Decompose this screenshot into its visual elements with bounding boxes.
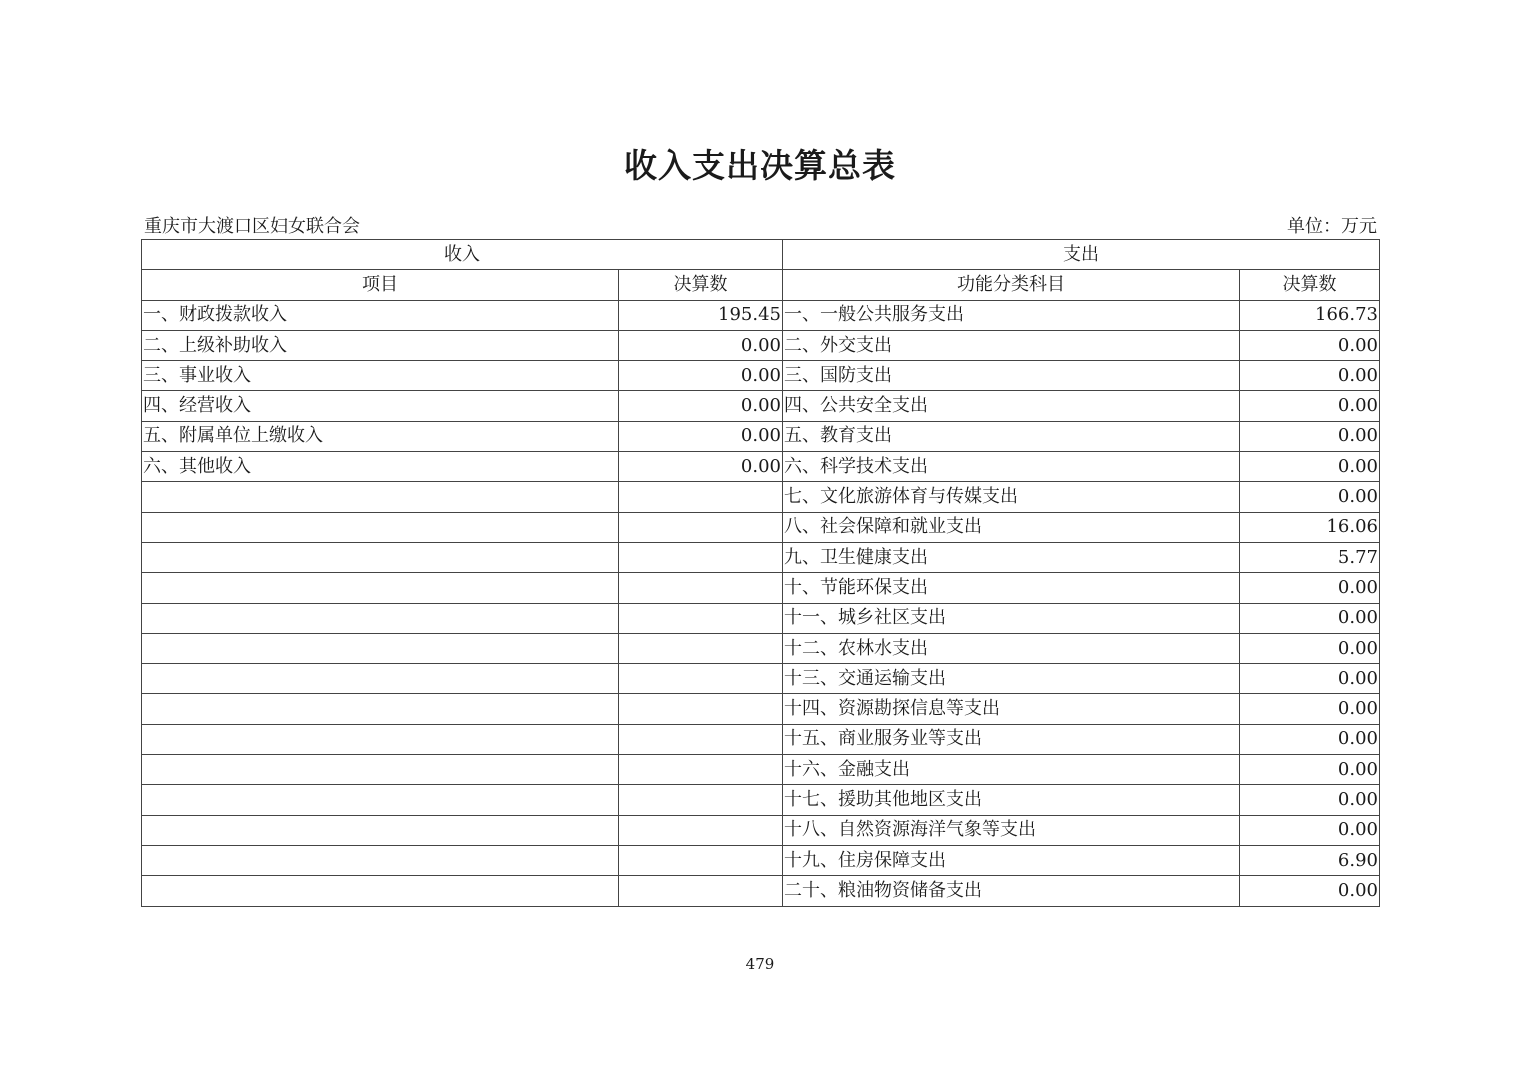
- expense-amount-cell: 0.00: [1240, 876, 1380, 906]
- expense-item-cell: 六、科学技术支出: [783, 452, 1240, 482]
- expense-item-cell: 九、卫生健康支出: [783, 542, 1240, 572]
- table-row: [142, 603, 1380, 633]
- income-item-cell: [142, 482, 619, 512]
- expense-item-cell: 十六、金融支出: [783, 755, 1240, 785]
- expense-group-header: 支出: [783, 240, 1380, 270]
- income-item-cell: 二、上级补助收入: [142, 330, 619, 360]
- expense-amount-cell: 0.00: [1240, 694, 1380, 724]
- income-amount-cell: [619, 633, 783, 663]
- expense-amount-cell: 0.00: [1240, 664, 1380, 694]
- expense-item-cell: 十七、援助其他地区支出: [783, 785, 1240, 815]
- expense-amount-cell: 0.00: [1240, 573, 1380, 603]
- expense-item-cell: 五、教育支出: [783, 421, 1240, 451]
- income-amount-cell: [619, 755, 783, 785]
- expense-item-cell: 三、国防支出: [783, 361, 1240, 391]
- income-item-cell: [142, 845, 619, 875]
- income-item-cell: [142, 755, 619, 785]
- table-row: [142, 815, 1380, 845]
- income-amount-cell: [619, 876, 783, 906]
- income-item-cell: 三、事业收入: [142, 361, 619, 391]
- table-row: [142, 664, 1380, 694]
- unit-label: 单位：万元: [1287, 216, 1377, 237]
- table-row: [142, 421, 1380, 451]
- expense-item-cell: 一、一般公共服务支出: [783, 300, 1240, 330]
- income-amount-cell: [619, 542, 783, 572]
- expense-amount-cell: 0.00: [1240, 724, 1380, 754]
- expense-amount-cell: 5.77: [1240, 542, 1380, 572]
- table-header-row-groups: [142, 240, 1380, 270]
- table-row: [142, 512, 1380, 542]
- income-item-cell: 五、附属单位上缴收入: [142, 421, 619, 451]
- income-item-cell: [142, 694, 619, 724]
- income-item-cell: [142, 603, 619, 633]
- expense-item-cell: 四、公共安全支出: [783, 391, 1240, 421]
- income-item-cell: [142, 815, 619, 845]
- income-amount-cell: [619, 724, 783, 754]
- income-group-header: 收入: [142, 240, 783, 270]
- table-row: [142, 724, 1380, 754]
- expense-item-cell: 七、文化旅游体育与传媒支出: [783, 482, 1240, 512]
- income-amount-cell: [619, 694, 783, 724]
- function-category-column-header: 功能分类科目: [783, 270, 1240, 300]
- table-row: [142, 633, 1380, 663]
- income-amount-cell: [619, 785, 783, 815]
- table-row: [142, 876, 1380, 906]
- income-item-cell: [142, 542, 619, 572]
- income-amount-cell: [619, 664, 783, 694]
- income-amount-cell: 0.00: [619, 421, 783, 451]
- expense-item-cell: 二、外交支出: [783, 330, 1240, 360]
- table-row: [142, 300, 1380, 330]
- expense-amount-cell: 0.00: [1240, 633, 1380, 663]
- expense-item-cell: 十五、商业服务业等支出: [783, 724, 1240, 754]
- income-amount-column-header: 决算数: [619, 270, 783, 300]
- income-item-cell: 一、财政拨款收入: [142, 300, 619, 330]
- organization-name: 重庆市大渡口区妇女联合会: [144, 216, 360, 237]
- expense-item-cell: 二十、粮油物资储备支出: [783, 876, 1240, 906]
- expense-item-cell: 十四、资源勘探信息等支出: [783, 694, 1240, 724]
- expense-amount-cell: 0.00: [1240, 421, 1380, 451]
- income-item-cell: [142, 785, 619, 815]
- table-row: [142, 845, 1380, 875]
- expense-amount-cell: 0.00: [1240, 785, 1380, 815]
- expense-item-cell: 十、节能环保支出: [783, 573, 1240, 603]
- expense-amount-cell: 0.00: [1240, 330, 1380, 360]
- income-item-cell: [142, 724, 619, 754]
- expense-amount-cell: 0.00: [1240, 482, 1380, 512]
- table-row: [142, 694, 1380, 724]
- table-row: [142, 330, 1380, 360]
- income-amount-cell: [619, 603, 783, 633]
- expense-amount-cell: 0.00: [1240, 452, 1380, 482]
- income-amount-cell: [619, 845, 783, 875]
- expense-item-cell: 十三、交通运输支出: [783, 664, 1240, 694]
- income-item-cell: [142, 512, 619, 542]
- expense-amount-cell: 16.06: [1240, 512, 1380, 542]
- page-title: 收入支出决算总表: [624, 146, 896, 185]
- table-header-row-columns: [142, 270, 1380, 300]
- expense-amount-cell: 0.00: [1240, 603, 1380, 633]
- expense-item-cell: 十一、城乡社区支出: [783, 603, 1240, 633]
- expense-amount-column-header: 决算数: [1240, 270, 1380, 300]
- expense-item-cell: 十九、住房保障支出: [783, 845, 1240, 875]
- table-row: [142, 361, 1380, 391]
- expense-amount-cell: 0.00: [1240, 391, 1380, 421]
- expense-item-cell: 十二、农林水支出: [783, 633, 1240, 663]
- income-amount-cell: 0.00: [619, 330, 783, 360]
- income-item-cell: [142, 633, 619, 663]
- expense-amount-cell: 0.00: [1240, 755, 1380, 785]
- income-amount-cell: [619, 512, 783, 542]
- income-item-cell: [142, 664, 619, 694]
- income-amount-cell: [619, 815, 783, 845]
- income-item-cell: 四、经营收入: [142, 391, 619, 421]
- income-amount-cell: [619, 482, 783, 512]
- expense-item-cell: 十八、自然资源海洋气象等支出: [783, 815, 1240, 845]
- table-row: [142, 482, 1380, 512]
- item-column-header: 项目: [142, 270, 619, 300]
- income-amount-cell: 0.00: [619, 391, 783, 421]
- income-amount-cell: [619, 573, 783, 603]
- expense-item-cell: 八、社会保障和就业支出: [783, 512, 1240, 542]
- income-item-cell: 六、其他收入: [142, 452, 619, 482]
- expense-amount-cell: 166.73: [1240, 300, 1380, 330]
- page-number: 479: [745, 955, 775, 973]
- expense-amount-cell: 0.00: [1240, 815, 1380, 845]
- table-row: [142, 391, 1380, 421]
- expense-amount-cell: 6.90: [1240, 845, 1380, 875]
- table-row: [142, 452, 1380, 482]
- table-row: [142, 785, 1380, 815]
- income-item-cell: [142, 876, 619, 906]
- income-amount-cell: 0.00: [619, 361, 783, 391]
- income-amount-cell: 195.45: [619, 300, 783, 330]
- income-item-cell: [142, 573, 619, 603]
- budget-summary-table: [141, 239, 1380, 907]
- expense-amount-cell: 0.00: [1240, 361, 1380, 391]
- table-row: [142, 755, 1380, 785]
- table-row: [142, 573, 1380, 603]
- income-amount-cell: 0.00: [619, 452, 783, 482]
- table-row: [142, 542, 1380, 572]
